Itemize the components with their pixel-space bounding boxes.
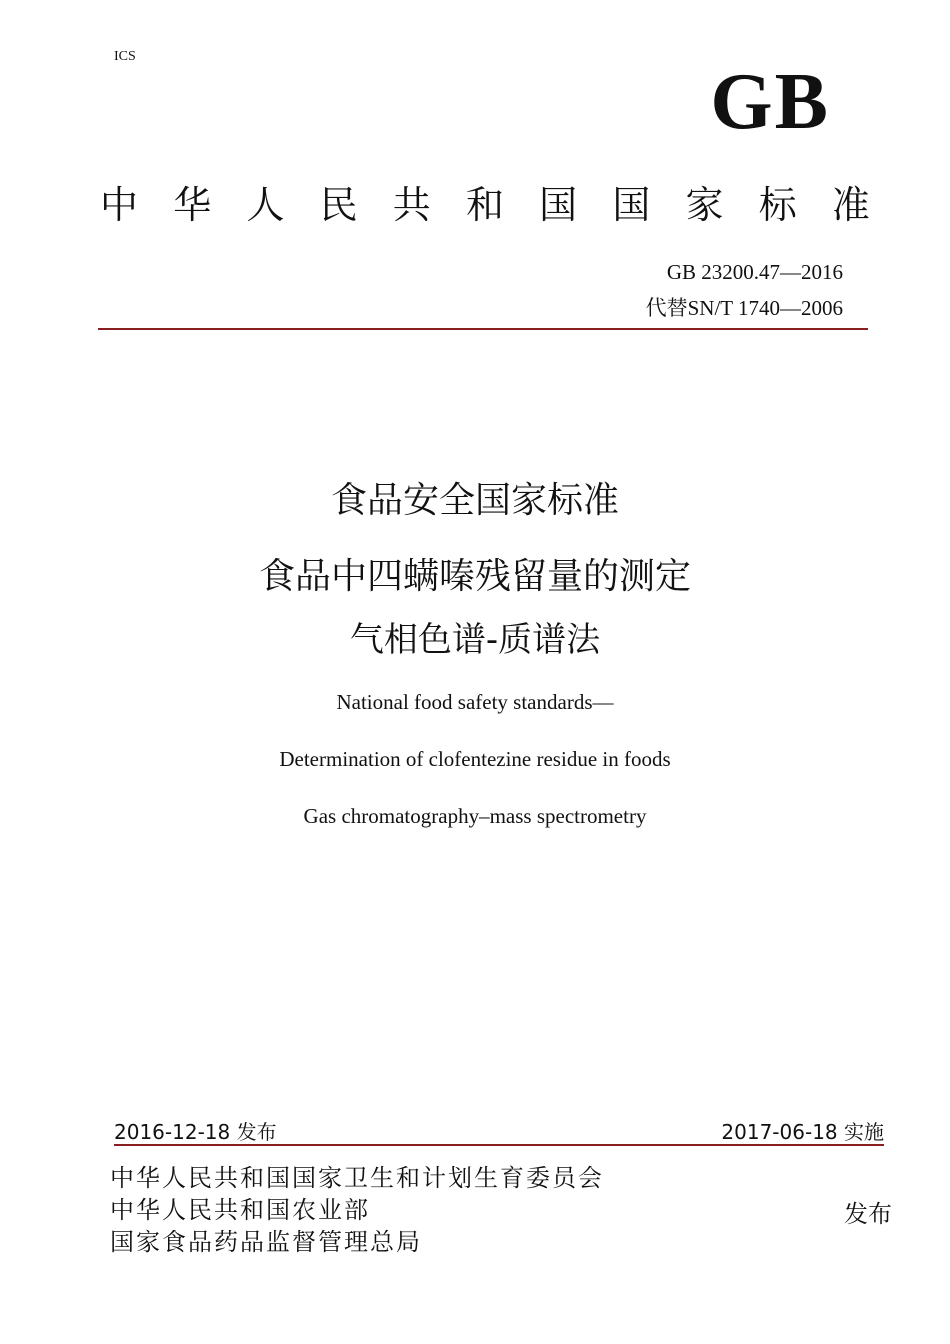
national-standard-title xyxy=(100,183,870,227)
english-title-line-3: Gas chromatography–mass spectrometry xyxy=(303,804,647,828)
title-line-3: 气相色谱-质谱法 xyxy=(349,620,601,660)
national-title-char: 家 xyxy=(685,183,724,227)
national-title-char: 准 xyxy=(831,183,870,227)
issuer-line: 中华人民共和国国家卫生和计划生育委员会 xyxy=(110,1164,604,1192)
national-title-char: 华 xyxy=(173,183,212,227)
national-title-char: 共 xyxy=(392,183,431,227)
footer-divider xyxy=(114,1144,884,1146)
issuer-line: 国家食品药品监督管理总局 xyxy=(110,1228,422,1256)
effective-date: 2017-06-18 实施 xyxy=(721,1120,884,1144)
national-title-char: 中 xyxy=(100,183,139,227)
issue-date: 2016-12-18 发布 xyxy=(114,1120,277,1144)
title-line-1: 食品安全国家标准 xyxy=(330,480,619,521)
replaces-standard: 代替SN/T 1740—2006 xyxy=(645,296,843,320)
national-title-char: 和 xyxy=(465,183,504,227)
national-title-char: 标 xyxy=(758,183,797,227)
publish-label: 发布 xyxy=(844,1200,892,1228)
national-title-char: 国 xyxy=(539,183,578,227)
gb-logo: GB xyxy=(710,58,830,146)
ics-label: ICS xyxy=(114,49,136,64)
title-line-2: 食品中四螨嗪残留量的测定 xyxy=(258,556,691,597)
national-title-char: 国 xyxy=(612,183,651,227)
national-title-char: 民 xyxy=(319,183,358,227)
english-title-line-2: Determination of clofentezine residue in foods xyxy=(279,747,671,771)
national-title-char: 人 xyxy=(246,183,285,227)
standard-number: GB 23200.47—2016 xyxy=(666,260,843,284)
header-divider xyxy=(98,328,868,330)
english-title-line-1: National food safety standards— xyxy=(336,690,614,714)
issuer-line: 中华人民共和国农业部 xyxy=(110,1196,370,1224)
